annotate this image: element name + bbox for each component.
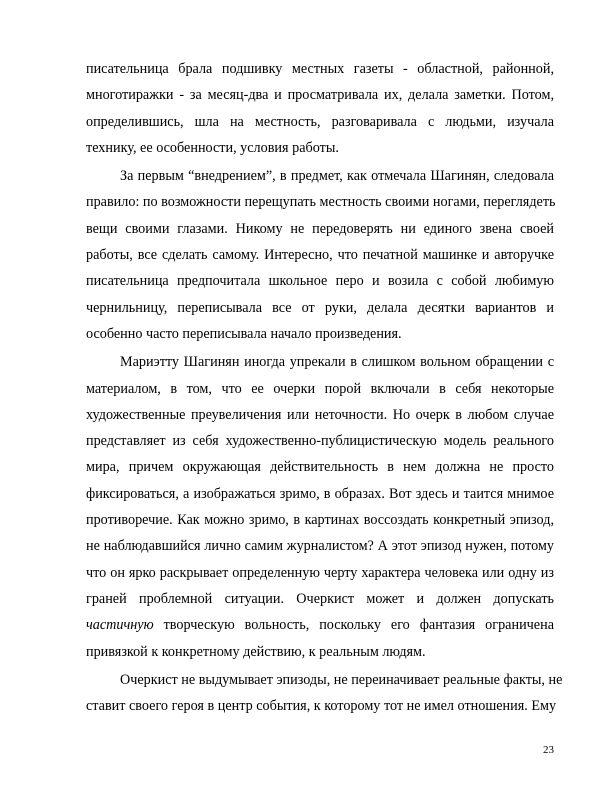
text-line: фиксироваться, а изображаться зримо, в образах. Вот здесь и таится мнимое (86, 485, 554, 502)
text-line: определившись, шла на местность, разговаривала с людьми, изучала (86, 113, 554, 130)
text-line: не наблюдавшийся лично самим журналистом? А этот эпизод нужен, потому (86, 538, 554, 555)
text-line: Мариэтту Шагинян иногда упрекали в слишком вольном обращении с (120, 354, 554, 371)
text-line: писательница брала подшивку местных газеты - областной, районной, (86, 61, 554, 77)
text-line: писательница предпочитала школьное перо и возила с собой любимую (86, 273, 554, 290)
text-line: правило: по возможности перещупать местность своими ногами, переглядеть (86, 194, 556, 211)
text-line: что он ярко раскрывает определенную черту характера человека или одну из (86, 564, 554, 581)
text-line: противоречие. Как можно зримо, в картинах воссоздать конкретный эпизод, (86, 512, 554, 529)
text-line: чернильницу, переписывала все от руки, делала десятки вариантов и (86, 299, 554, 316)
text-line: представляет из себя художественно-публицистическую модель реального (86, 433, 554, 450)
text-line: мира, причем окружающая действительность в нем должна не просто (86, 459, 554, 476)
paragraph-4 (86, 667, 563, 720)
text-line: За первым “внедрением”, в предмет, как отмечала Шагинян, следовала (120, 168, 554, 185)
paragraph-2 (86, 163, 554, 347)
text-line: особенно часто переписывала начало произведения. (86, 325, 402, 342)
text-line: материалом, в том, что ее очерки порой включали в себя некоторые (86, 380, 554, 397)
text-line: многотиражки - за месяц-два и просматривала их, делала заметки. Потом, (86, 87, 554, 104)
page-number: 23 (543, 744, 554, 756)
italic-term: частичную (86, 617, 154, 634)
paragraph-1 (86, 56, 554, 161)
body-text (86, 56, 563, 719)
text-line: привязкой к конкретному действию, к реальным людям. (86, 643, 426, 660)
text-line: вещи своими глазами. Никому не передоверять ни единого звена своей (86, 220, 554, 237)
text-line (86, 612, 554, 638)
text-line-rest: творческую вольность, поскольку его фантазия ограничена (153, 617, 554, 634)
text-line: технику, ее особенности, условия работы. (86, 139, 339, 156)
text-line: Очеркист не выдумывает эпизоды, не переиначивает реальные факты, не (120, 671, 563, 688)
text-line: граней проблемной ситуации. Очеркист может и должен допускать (86, 590, 554, 607)
text-line: ставит своего героя в центр события, к которому тот не имел отношения. Ему (86, 698, 557, 715)
text-line: работы, все сделать самому. Интересно, что печатной машинке и авторучке (86, 247, 554, 264)
text-line: художественные преувеличения или неточности. Но очерк в любом случае (86, 406, 554, 423)
paragraph-3 (86, 349, 554, 665)
